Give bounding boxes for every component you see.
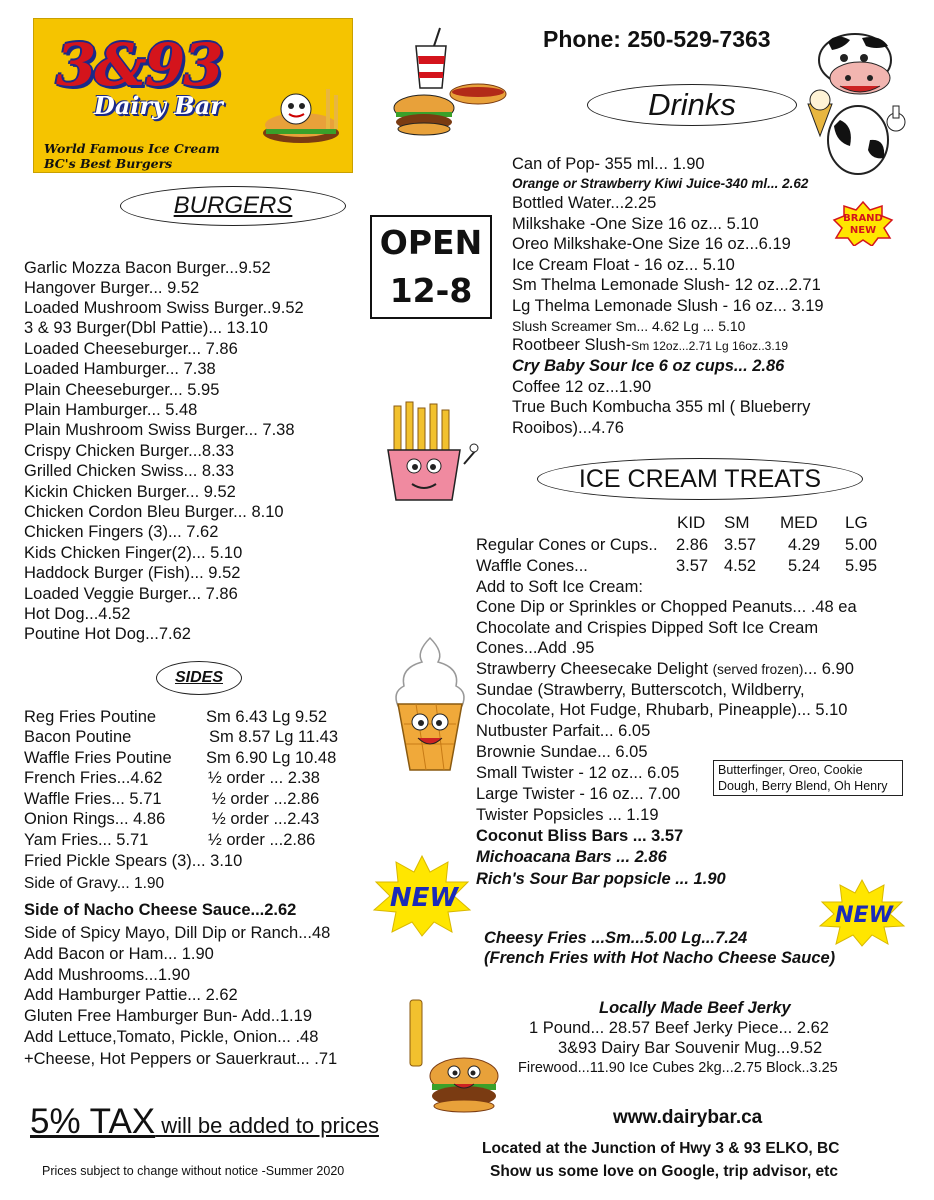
tax-notice <box>30 1100 379 1150</box>
cone-price: 2.86 <box>676 536 709 554</box>
burgers-heading-oval <box>120 186 346 226</box>
drink-item: Oreo Milkshake-One Size 16 oz...6.19 <box>512 235 791 253</box>
burger-item: Hot Dog...4.52 <box>24 605 131 623</box>
logo-tagline-1: World Famous Ice Cream <box>44 141 220 156</box>
drink-item: True Buch Kombucha 355 ml ( Blueberry <box>512 398 811 416</box>
sides-row-price: ½ order ... 2.38 <box>208 769 320 787</box>
burger-item: Kids Chicken Finger(2)... 5.10 <box>24 544 243 562</box>
burger-item: Kickin Chicken Burger... 9.52 <box>24 483 236 501</box>
cone-row-name: Waffle Cones... <box>476 557 588 575</box>
burger-item: Plain Cheeseburger... 5.95 <box>24 381 220 399</box>
cow-mascot-icon <box>800 30 916 178</box>
open-hours-sign <box>370 215 492 319</box>
new-badge-text: NEW <box>389 883 459 913</box>
location-text: Located at the Junction of Hwy 3 & 93 ELKO, BC <box>482 1140 840 1157</box>
drink-item: Slush Screamer Sm... 4.62 Lg ... 5.10 <box>512 318 746 334</box>
sides-row-name: Waffle Fries Poutine <box>24 749 172 767</box>
jerky-heading: Locally Made Beef Jerky <box>599 999 791 1017</box>
cone-price: 3.57 <box>676 557 709 575</box>
size-lg: LG <box>845 513 868 532</box>
cone-price: 5.00 <box>845 536 878 554</box>
drink-item: Can of Pop- 355 ml... 1.90 <box>512 155 705 173</box>
ice-cream-item-note: (served frozen) <box>712 662 804 677</box>
open-label: OPEN <box>379 223 483 262</box>
sides-row-name: Bacon Poutine <box>24 728 132 746</box>
burger-item: Plain Mushroom Swiss Burger... 7.38 <box>24 421 295 439</box>
drink-item: Orange or Strawberry Kiwi Juice-340 ml... 2.62 <box>512 176 809 191</box>
phone-number[interactable]: Phone: 250-529-7363 <box>543 26 771 52</box>
sides-heading-oval <box>156 661 242 695</box>
cone-price: 4.52 <box>724 557 757 575</box>
drink-item: Rooibos)...4.76 <box>512 419 624 437</box>
ice-cream-item: Michoacana Bars ... 2.86 <box>476 848 667 866</box>
sides-item: +Cheese, Hot Peppers or Sauerkraut... .71 <box>24 1050 338 1068</box>
size-sm: SM <box>724 513 750 532</box>
drink-item: Ice Cream Float - 16 oz... 5.10 <box>512 256 735 274</box>
cone-price: 5.24 <box>788 557 821 575</box>
drink-item <box>512 335 788 357</box>
drink-item: Cry Baby Sour Ice 6 oz cups... 2.86 <box>512 357 785 375</box>
size-kid: KID <box>677 513 706 532</box>
drinks-heading-oval <box>587 84 797 126</box>
logo-tagline-2: BC's Best Burgers <box>44 156 173 171</box>
cone-price: 4.29 <box>788 536 821 554</box>
sides-item: Add Mushrooms...1.90 <box>24 966 190 984</box>
jerky-line: 1 Pound... 28.57 Beef Jerky Piece... 2.62 <box>529 1019 829 1037</box>
new-badge-text: NEW <box>835 903 893 928</box>
ice-cream-heading-oval <box>537 458 863 500</box>
ice-cream-item-name: Strawberry Cheesecake Delight <box>476 660 709 678</box>
sides-row-price: Sm 6.90 Lg 10.48 <box>206 749 337 767</box>
price-disclaimer: Prices subject to change without notice -Summer 2020 <box>42 1164 345 1178</box>
sides-row-name: Onion Rings... 4.86 <box>24 810 166 828</box>
sides-item: Add Hamburger Pattie... 2.62 <box>24 986 238 1004</box>
ice-cream-item: Brownie Sundae... 6.05 <box>476 743 648 761</box>
burger-item: Crispy Chicken Burger...8.33 <box>24 442 235 460</box>
sides-item: Side of Spicy Mayo, Dill Dip or Ranch...48 <box>24 924 331 942</box>
sides-row-price: Sm 6.43 Lg 9.52 <box>206 708 328 726</box>
sides-item: Gluten Free Hamburger Bun- Add..1.19 <box>24 1007 312 1025</box>
sides-item: Add Lettuce,Tomato, Pickle, Onion... .48 <box>24 1028 319 1046</box>
firewood-ice-line: Firewood...11.90 Ice Cubes 2kg...2.75 Block..3.25 <box>518 1060 838 1076</box>
brand-new-badge-icon <box>832 200 894 246</box>
open-hours: 12-8 <box>389 271 473 310</box>
ice-cream-heading: ICE CREAM TREATS <box>578 465 822 493</box>
drink-item-sizes: Sm 12oz...2.71 Lg 16oz..3.19 <box>631 339 789 353</box>
burger-item: Loaded Mushroom Swiss Burger..9.52 <box>24 299 304 317</box>
ice-cream-cone-character-icon <box>386 634 474 774</box>
burger-item: Grilled Chicken Swiss... 8.33 <box>24 462 234 480</box>
logo-subtitle: Dairy Bar <box>94 91 223 120</box>
sides-heading: SIDES <box>174 669 223 686</box>
cone-row-name: Regular Cones or Cups.. <box>476 536 658 554</box>
burger-item: Loaded Cheeseburger... 7.86 <box>24 340 238 358</box>
logo-title: 3&93 <box>56 31 222 99</box>
tax-rate: 5% TAX <box>30 1102 156 1141</box>
ice-cream-item <box>476 659 854 681</box>
ice-cream-item: Chocolate and Crispies Dipped Soft Ice Cream <box>476 619 819 637</box>
ice-cream-item: Large Twister - 16 oz... 7.00 <box>476 785 681 803</box>
size-med: MED <box>780 513 818 532</box>
sides-row-name: Yam Fries... 5.71 <box>24 831 149 849</box>
drink-item: Milkshake -One Size 16 oz... 5.10 <box>512 215 759 233</box>
ice-cream-item: Coconut Bliss Bars ... 3.57 <box>476 827 684 845</box>
ice-cream-item: Sundae (Strawberry, Butterscotch, Wildberry, <box>476 681 805 699</box>
website-link[interactable]: www.dairybar.ca <box>613 1107 763 1128</box>
burger-item: Chicken Cordon Bleu Burger... 8.10 <box>24 503 284 521</box>
burgers-heading: BURGERS <box>173 192 293 219</box>
fries-character-icon <box>376 400 484 508</box>
burger-item: 3 & 93 Burger(Dbl Pattie)... 13.10 <box>24 319 268 337</box>
sides-row-price: ½ order ...2.86 <box>208 831 316 849</box>
sides-item: Side of Gravy... 1.90 <box>24 875 165 892</box>
new-badge-icon <box>818 878 906 948</box>
drink-item: Sm Thelma Lemonade Slush- 12 oz...2.71 <box>512 276 821 294</box>
sides-row-name: French Fries...4.62 <box>24 769 163 787</box>
ice-cream-item: Chocolate, Hot Fudge, Rhubarb, Pineapple)... 5.10 <box>476 701 848 719</box>
drink-item: Lg Thelma Lemonade Slush - 16 oz... 3.19 <box>512 297 824 315</box>
sides-row-name: Reg Fries Poutine <box>24 708 157 726</box>
ice-cream-item: Nutbuster Parfait... 6.05 <box>476 722 651 740</box>
sides-item: Add Bacon or Ham... 1.90 <box>24 945 214 963</box>
burger-item: Loaded Hamburger... 7.38 <box>24 360 216 378</box>
twister-flavours-note: Butterfinger, Oreo, Cookie Dough, Berry Blend, Oh Henry <box>713 760 903 796</box>
sides-item: Fried Pickle Spears (3)... 3.10 <box>24 852 243 870</box>
ice-cream-item: Twister Popsicles ... 1.19 <box>476 806 659 824</box>
cheesy-fries-desc: (French Fries with Hot Nacho Cheese Sauce) <box>484 949 836 967</box>
cone-price: 5.95 <box>845 557 878 575</box>
fries-burger-character-icon <box>398 996 508 1114</box>
sides-row-price: Sm 8.57 Lg 11.43 <box>209 728 339 746</box>
ice-cream-item: Cones...Add .95 <box>476 639 595 657</box>
ice-cream-item-price: ... 6.90 <box>803 660 854 678</box>
burger-item: Plain Hamburger... 5.48 <box>24 401 198 419</box>
burger-item: Haddock Burger (Fish)... 9.52 <box>24 564 241 582</box>
burger-item: Loaded Veggie Burger... 7.86 <box>24 585 238 603</box>
drink-item: Bottled Water...2.25 <box>512 194 657 212</box>
tax-text: will be added to prices <box>155 1113 379 1138</box>
ice-cream-item: Add to Soft Ice Cream: <box>476 578 643 596</box>
sides-row-price: ½ order ...2.43 <box>212 810 320 828</box>
brand-new-text: BRAND <box>843 213 883 224</box>
burger-item: Garlic Mozza Bacon Burger...9.52 <box>24 259 271 277</box>
soda-hotdog-burger-icon <box>388 26 508 138</box>
ice-cream-item: Small Twister - 12 oz... 6.05 <box>476 764 680 782</box>
sides-row-price: ½ order ...2.86 <box>212 790 320 808</box>
souvenir-line: 3&93 Dairy Bar Souvenir Mug...9.52 <box>558 1039 823 1057</box>
burger-mascot-icon <box>256 81 346 163</box>
cheesy-fries-price: Cheesy Fries ...Sm...5.00 Lg...7.24 <box>484 929 748 947</box>
burger-item: Poutine Hot Dog...7.62 <box>24 625 191 643</box>
sides-row-name: Waffle Fries... 5.71 <box>24 790 162 808</box>
ice-cream-item: Rich's Sour Bar popsicle ... 1.90 <box>476 870 726 888</box>
cone-price: 3.57 <box>724 536 757 554</box>
burger-item: Hangover Burger... 9.52 <box>24 279 200 297</box>
new-badge-icon <box>372 854 472 938</box>
sides-item: Side of Nacho Cheese Sauce...2.62 <box>24 901 297 919</box>
drinks-heading: Drinks <box>648 87 736 122</box>
drink-item: Coffee 12 oz...1.90 <box>512 378 652 396</box>
social-text: Show us some love on Google, trip advisor, etc <box>490 1163 838 1180</box>
svg-text:NEW: NEW <box>849 225 877 236</box>
drink-item-name: Rootbeer Slush- <box>512 336 632 354</box>
logo <box>33 18 353 173</box>
ice-cream-item: Cone Dip or Sprinkles or Chopped Peanuts... .48 ea <box>476 598 857 616</box>
burger-item: Chicken Fingers (3)... 7.62 <box>24 523 219 541</box>
